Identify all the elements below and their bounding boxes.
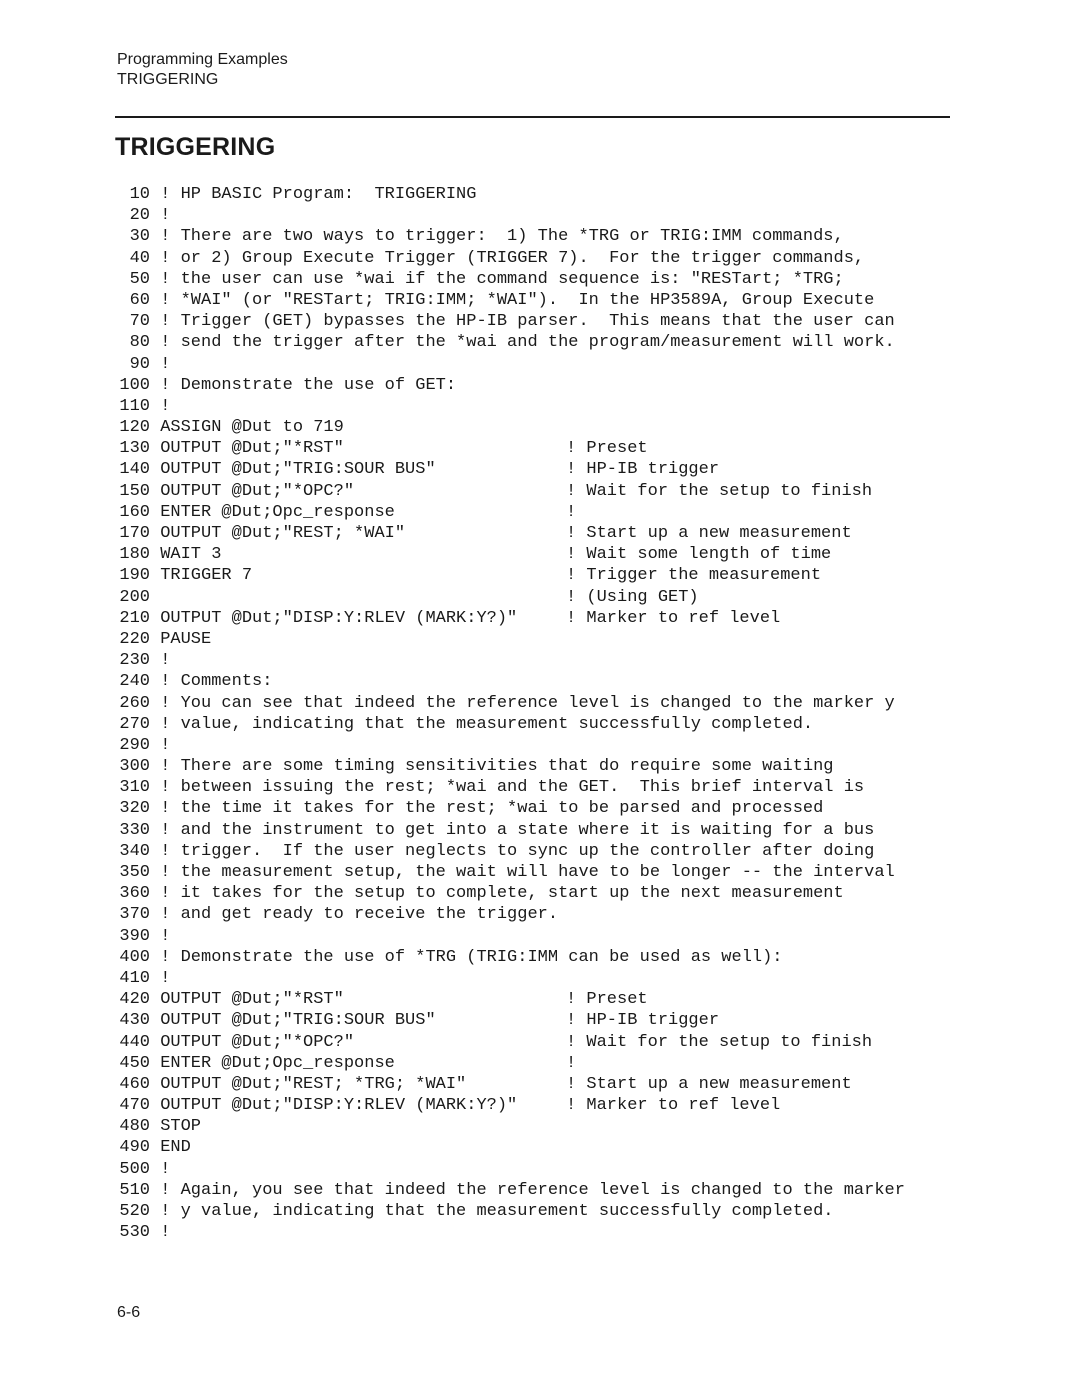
code-line	[116, 820, 956, 841]
code-text: OUTPUT @Dut;"REST; *WAI"	[160, 524, 406, 543]
code-text: OUTPUT @Dut;"*RST"	[160, 990, 344, 1010]
line-number: 20	[129, 206, 150, 226]
code-line	[116, 205, 956, 226]
line-number: 510	[119, 1180, 150, 1200]
program-listing	[116, 184, 956, 1243]
code-line	[116, 650, 956, 671]
code-line	[116, 587, 956, 608]
code-line	[116, 989, 956, 1010]
code-text: TRIGGER 7	[160, 566, 253, 586]
page-number: 6-6	[117, 1304, 141, 1321]
code-text: ! There are some timing sensitivities that do require some waiting	[160, 757, 834, 777]
code-text: ! and get ready to receive the trigger.	[160, 905, 559, 925]
code-comment: ! Start up a new measurement	[566, 524, 852, 543]
code-text: !	[160, 396, 171, 416]
code-line	[116, 396, 956, 417]
code-line	[116, 565, 956, 586]
code-line	[116, 332, 956, 353]
line-number: 40	[129, 248, 150, 268]
code-text: !	[160, 1223, 171, 1243]
code-text: ! value, indicating that the measurement successfully completed.	[160, 714, 814, 734]
code-text: !	[160, 968, 171, 988]
line-number: 440	[119, 1032, 150, 1052]
line-number: 450	[119, 1053, 150, 1073]
line-number: 160	[119, 502, 150, 522]
code-line	[116, 968, 956, 989]
code-comment: ! Preset	[566, 990, 648, 1010]
code-text: OUTPUT @Dut;"TRIG:SOUR BUS"	[160, 460, 436, 480]
line-number: 120	[119, 418, 150, 438]
line-number: 500	[119, 1159, 150, 1179]
code-comment: !	[566, 1053, 577, 1073]
line-number: 490	[119, 1138, 150, 1158]
code-line	[116, 417, 956, 438]
code-text: ! send the trigger after the *wai and the program/measurement will work.	[160, 333, 895, 353]
line-number: 400	[119, 947, 150, 967]
code-comment: ! Marker to ref level	[566, 1096, 781, 1116]
code-text: OUTPUT @Dut;"*OPC?"	[160, 481, 355, 501]
code-text: END	[160, 1138, 191, 1158]
line-number: 130	[119, 439, 150, 459]
code-line	[116, 1137, 956, 1158]
code-text: !	[160, 1159, 171, 1179]
code-line	[116, 904, 956, 925]
code-line	[116, 756, 956, 777]
code-text: ! or 2) Group Execute Trigger (TRIGGER 7). For the trigger commands,	[160, 248, 865, 268]
line-number: 410	[119, 968, 150, 988]
line-number: 390	[119, 926, 150, 946]
code-text: ! Again, you see that indeed the reference level is changed to the marker	[160, 1180, 905, 1200]
code-text: ! Comments:	[160, 672, 273, 692]
code-line	[116, 926, 956, 947]
line-number: 340	[119, 841, 150, 861]
code-line	[116, 947, 956, 968]
code-line	[116, 1201, 956, 1222]
line-number: 430	[119, 1011, 150, 1031]
line-number: 460	[119, 1074, 150, 1094]
line-number: 260	[119, 693, 150, 713]
line-number: 10	[129, 185, 150, 204]
code-line	[116, 269, 956, 290]
line-number: 220	[119, 629, 150, 649]
code-text: !	[160, 354, 171, 374]
header-rule	[115, 116, 950, 118]
code-comment: ! Wait for the setup to finish	[566, 1032, 873, 1052]
line-number: 530	[119, 1223, 150, 1243]
code-text: ASSIGN @Dut to 719	[160, 418, 344, 438]
code-line	[116, 714, 956, 735]
code-comment: ! HP-IB trigger	[566, 460, 720, 480]
line-number: 210	[119, 608, 150, 628]
line-number: 350	[119, 863, 150, 882]
line-number: 60	[129, 290, 150, 310]
code-comment: !	[566, 502, 577, 522]
code-comment: ! Marker to ref level	[566, 608, 781, 628]
code-text: !	[160, 651, 171, 671]
code-line	[116, 226, 956, 247]
code-text: OUTPUT @Dut;"*RST"	[160, 439, 344, 459]
line-number: 240	[119, 672, 150, 692]
code-line	[116, 438, 956, 459]
code-line	[116, 1116, 956, 1137]
code-text: ! You can see that indeed the reference level is changed to the marker y	[160, 693, 895, 713]
line-number: 420	[119, 990, 150, 1010]
code-comment: ! (Using GET)	[566, 587, 699, 607]
code-line	[116, 354, 956, 375]
code-line	[116, 375, 956, 396]
code-line	[116, 798, 956, 819]
line-number: 180	[119, 545, 150, 565]
code-text: OUTPUT @Dut;"DISP:Y:RLEV (MARK:Y?)"	[160, 1096, 518, 1116]
line-number: 90	[129, 354, 150, 374]
line-number: 170	[119, 524, 150, 543]
line-number: 370	[119, 905, 150, 925]
code-text: ! the time it takes for the rest; *wai to be parsed and processed	[160, 799, 824, 819]
line-number: 470	[119, 1096, 150, 1116]
code-text: ENTER @Dut;Opc_response	[160, 502, 395, 522]
code-text: ! HP BASIC Program: TRIGGERING	[160, 185, 477, 204]
code-line	[116, 311, 956, 332]
line-number: 520	[119, 1202, 150, 1221]
code-text: !	[160, 735, 171, 755]
code-line	[116, 1180, 956, 1201]
code-text: WAIT 3	[160, 545, 222, 565]
code-text: ! between issuing the rest; *wai and the GET. This brief interval is	[160, 778, 865, 798]
line-number: 300	[119, 757, 150, 777]
code-line	[116, 1053, 956, 1074]
code-text: ! y value, indicating that the measurement successfully completed.	[160, 1202, 834, 1221]
line-number: 310	[119, 778, 150, 798]
code-line	[116, 693, 956, 714]
code-text: PAUSE	[160, 629, 212, 649]
code-line	[116, 777, 956, 798]
code-line	[116, 608, 956, 629]
line-number: 230	[119, 651, 150, 671]
page-title: TRIGGERING	[115, 133, 276, 161]
header-chapter: Programming Examples	[117, 51, 288, 68]
code-line	[116, 459, 956, 480]
code-line	[116, 883, 956, 904]
line-number: 480	[119, 1117, 150, 1137]
line-number: 330	[119, 820, 150, 840]
code-text: OUTPUT @Dut;"REST; *TRG; *WAI"	[160, 1074, 467, 1094]
code-text: ! trigger. If the user neglects to sync up the controller after doing	[160, 841, 875, 861]
code-line	[116, 671, 956, 692]
code-line	[116, 184, 956, 205]
code-text: OUTPUT @Dut;"*OPC?"	[160, 1032, 355, 1052]
code-line	[116, 1159, 956, 1180]
code-comment: ! Trigger the measurement	[566, 566, 822, 586]
line-number: 270	[119, 714, 150, 734]
line-number: 140	[119, 460, 150, 480]
code-text: ! Trigger (GET) bypasses the HP-IB parser. This means that the user can	[160, 312, 895, 332]
code-text: ! it takes for the setup to complete, start up the next measurement	[160, 884, 844, 904]
code-comment: ! Wait some length of time	[566, 545, 832, 565]
line-number: 70	[129, 312, 150, 332]
line-number: 30	[129, 227, 150, 247]
code-line	[116, 735, 956, 756]
line-number: 320	[119, 799, 150, 819]
line-number: 80	[129, 333, 150, 353]
code-text: ! the measurement setup, the wait will have to be longer -- the interval	[160, 863, 895, 882]
line-number: 190	[119, 566, 150, 586]
line-number: 110	[119, 396, 150, 416]
header-section: TRIGGERING	[117, 71, 219, 88]
code-line	[116, 502, 956, 523]
code-text: OUTPUT @Dut;"TRIG:SOUR BUS"	[160, 1011, 436, 1031]
line-number: 100	[119, 375, 150, 395]
code-text: OUTPUT @Dut;"DISP:Y:RLEV (MARK:Y?)"	[160, 608, 518, 628]
line-number: 200	[119, 587, 150, 607]
code-line	[116, 1222, 956, 1243]
code-comment: ! Preset	[566, 439, 648, 459]
line-number: 150	[119, 481, 150, 501]
line-number: 290	[119, 735, 150, 755]
code-text: !	[160, 206, 171, 226]
code-line	[116, 1095, 956, 1116]
code-text: ! There are two ways to trigger: 1) The *TRG or TRIG:IMM commands,	[160, 227, 844, 247]
code-text: ENTER @Dut;Opc_response	[160, 1053, 395, 1073]
code-line	[116, 629, 956, 650]
code-line	[116, 544, 956, 565]
code-line	[116, 862, 956, 883]
code-text: STOP	[160, 1117, 202, 1137]
running-header	[117, 50, 288, 90]
code-line	[116, 1010, 956, 1031]
code-line	[116, 523, 956, 544]
line-number: 360	[119, 884, 150, 904]
code-text: ! Demonstrate the use of GET:	[160, 375, 457, 395]
code-line	[116, 1074, 956, 1095]
code-text: ! Demonstrate the use of *TRG (TRIG:IMM can be used as well):	[160, 947, 783, 967]
code-line	[116, 248, 956, 269]
code-line	[116, 290, 956, 311]
code-line	[116, 481, 956, 502]
code-line	[116, 1032, 956, 1053]
code-text: ! the user can use *wai if the command sequence is: "RESTart; *TRG;	[160, 269, 844, 289]
code-text: ! *WAI" (or "RESTart; TRIG:IMM; *WAI"). In the HP3589A, Group Execute	[160, 290, 875, 310]
line-number: 50	[129, 269, 150, 289]
code-text: ! and the instrument to get into a state where it is waiting for a bus	[160, 820, 875, 840]
code-comment: ! HP-IB trigger	[566, 1011, 720, 1031]
code-comment: ! Start up a new measurement	[566, 1074, 852, 1094]
code-line	[116, 841, 956, 862]
code-text: !	[160, 926, 171, 946]
code-comment: ! Wait for the setup to finish	[566, 481, 873, 501]
